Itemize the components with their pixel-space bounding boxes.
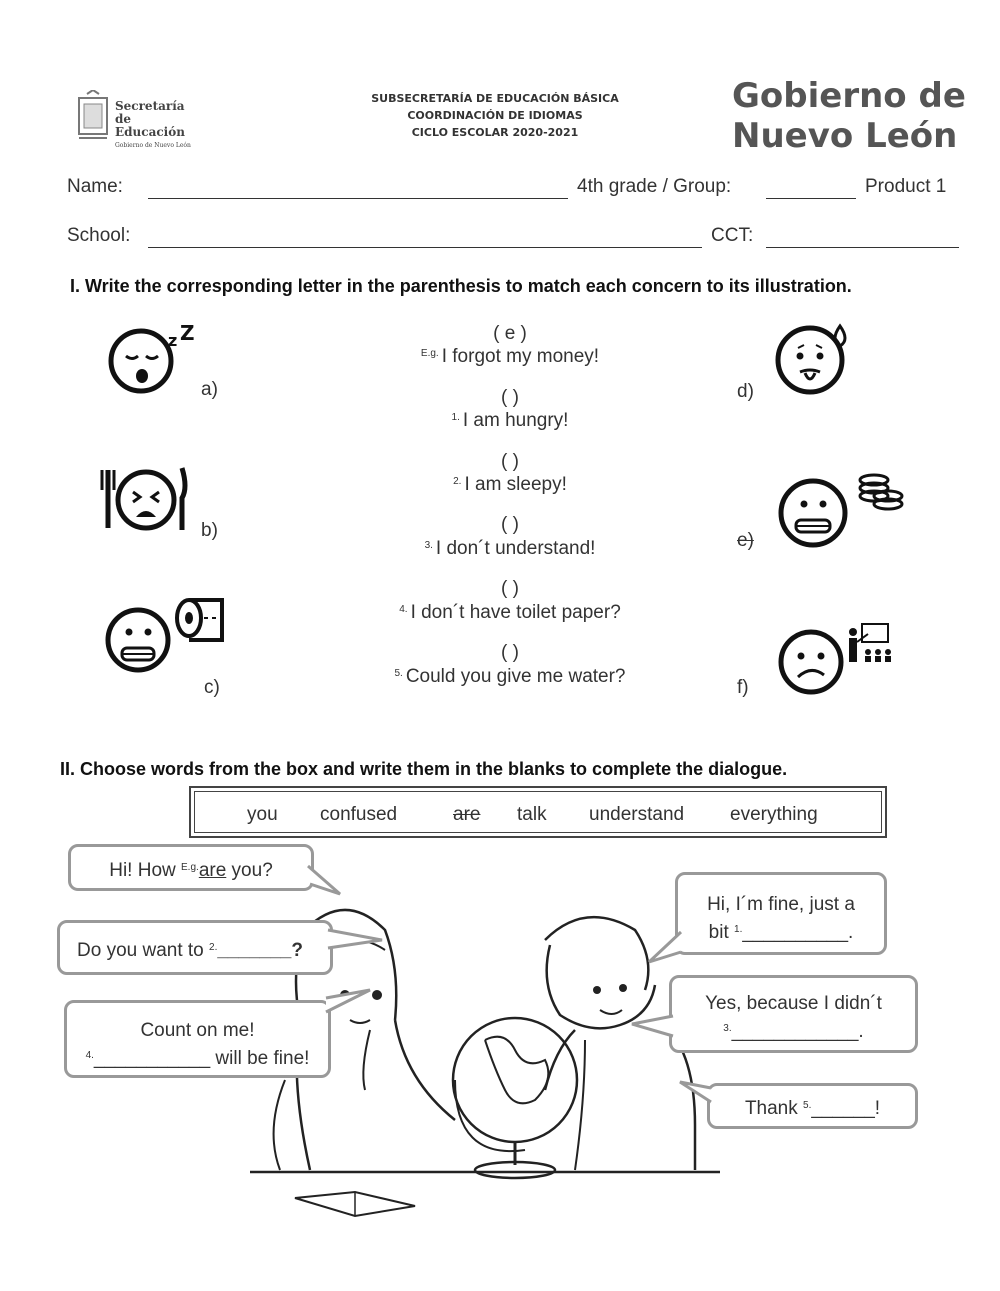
paren-1[interactable]: ( ) xyxy=(501,387,519,408)
letter-c: c) xyxy=(204,677,220,698)
letter-d: d) xyxy=(737,381,754,402)
section1-instruction: I. Write the corresponding letter in the parenthesis to match each concern to its illustration. xyxy=(70,276,852,296)
word-understand: understand xyxy=(589,804,685,825)
b3-post: will be fine! xyxy=(210,1048,310,1069)
item-eg xyxy=(345,346,675,368)
item-num: 1. xyxy=(451,412,460,423)
gobierno-line2: Nuevo León xyxy=(732,116,958,156)
money-face-icon xyxy=(776,470,911,550)
b2-post: ? xyxy=(291,940,303,961)
word-box xyxy=(189,786,887,838)
grade-label: 4th grade / Group: xyxy=(577,176,732,197)
item-text: I don´t have toilet paper? xyxy=(410,602,621,623)
name-line[interactable] xyxy=(148,198,568,199)
bubble-talk xyxy=(57,920,333,975)
b1-num: E.g. xyxy=(181,862,199,873)
svg-text:z: z xyxy=(168,331,178,350)
item-5 xyxy=(345,666,675,688)
b6-num: 5. xyxy=(803,1100,812,1111)
word-confused: confused xyxy=(320,804,398,825)
b3-line1: Count on me! xyxy=(140,1020,255,1041)
word-talk: talk xyxy=(517,804,547,825)
bubble-talk-tail xyxy=(326,926,386,956)
paren-eg[interactable]: ( e ) xyxy=(493,323,527,344)
bubble-understand-tail xyxy=(630,1012,675,1042)
bubble-fine-tail xyxy=(645,926,685,966)
sleepy-face-icon xyxy=(106,318,201,403)
product-label: Product 1 xyxy=(865,176,947,197)
letter-e-text: e) xyxy=(737,530,754,551)
word-everything: everything xyxy=(730,804,818,825)
b5-blank[interactable]: ____________. xyxy=(731,1021,864,1042)
bubble-understand xyxy=(669,975,918,1053)
item-num: E.g. xyxy=(420,348,439,359)
b4-line2 xyxy=(678,917,884,945)
letter-f: f) xyxy=(737,677,749,698)
b4-pre: bit xyxy=(708,922,735,943)
gobierno-line1: Gobierno de xyxy=(732,76,966,116)
b2-pre: Do you want to xyxy=(77,940,210,961)
section2-instruction: II. Choose words from the box and write them in the blanks to complete the dialogue. xyxy=(60,759,788,779)
bubble-greeting xyxy=(68,844,314,891)
paren-4[interactable]: ( ) xyxy=(501,578,519,599)
word-you: you xyxy=(247,804,278,825)
b3-line2 xyxy=(67,1043,328,1071)
thirsty-face-icon xyxy=(772,320,857,395)
subsecretaria-line: SUBSECRETARÍA DE EDUCACIÓN BÁSICA xyxy=(371,92,619,105)
hungry-face-icon xyxy=(98,462,193,537)
letter-b: b) xyxy=(201,520,218,541)
item-num: 4. xyxy=(399,604,408,615)
b4-line1: Hi, I´m fine, just a xyxy=(707,894,855,915)
letter-e xyxy=(737,530,754,552)
b2-blank[interactable]: _______ xyxy=(217,940,292,961)
confused-face-icon xyxy=(776,620,901,695)
secretaria-logo xyxy=(75,90,205,149)
svg-text:Z: Z xyxy=(180,321,195,345)
item-num: 3. xyxy=(424,540,433,551)
b4-blank[interactable]: __________. xyxy=(742,922,854,943)
paren-2[interactable]: ( ) xyxy=(501,451,519,472)
b6-pre: Thank xyxy=(744,1098,804,1119)
name-label: Name: xyxy=(67,176,123,197)
bubble-count-on-me xyxy=(64,1000,331,1078)
cct-label: CCT: xyxy=(711,225,754,246)
item-text: Could you give me water? xyxy=(405,666,626,687)
logo-line1: Secretaría xyxy=(115,99,185,113)
b5-line1: Yes, because I didn´t xyxy=(705,993,882,1014)
b3-num: 4. xyxy=(85,1050,94,1061)
bubble-thank-tail xyxy=(678,1080,713,1110)
item-4 xyxy=(345,602,675,624)
bubble-fine xyxy=(675,872,887,955)
b1-post: you? xyxy=(226,860,273,881)
b2-num: 2. xyxy=(209,942,218,953)
bubble-greeting-tail xyxy=(306,860,346,900)
cct-line[interactable] xyxy=(766,247,959,248)
item-1 xyxy=(345,410,675,432)
paren-3[interactable]: ( ) xyxy=(501,514,519,535)
logo-line2: de Educación xyxy=(115,112,185,139)
b5-num: 3. xyxy=(723,1023,732,1034)
ciclo-line: CICLO ESCOLAR 2020-2021 xyxy=(411,126,579,139)
item-text: I don´t understand! xyxy=(435,538,596,559)
toilet-paper-face-icon xyxy=(104,596,229,676)
b3-blank[interactable]: ___________ xyxy=(93,1048,211,1069)
coordinacion-line: COORDINACIÓN DE IDIOMAS xyxy=(407,109,583,122)
item-num: 2. xyxy=(453,476,462,487)
header-center xyxy=(330,90,660,141)
b6-blank[interactable]: ______! xyxy=(811,1098,881,1119)
item-text: I forgot my money! xyxy=(441,346,600,367)
coat-of-arms-icon xyxy=(75,90,111,142)
bubble-count-tail xyxy=(324,988,374,1018)
school-line[interactable] xyxy=(148,247,702,248)
item-2 xyxy=(345,474,675,496)
item-3 xyxy=(345,538,675,560)
letter-a: a) xyxy=(201,379,218,400)
group-line[interactable] xyxy=(766,198,856,199)
word-are: are xyxy=(453,804,481,825)
b5-line2 xyxy=(672,1016,915,1044)
item-num: 5. xyxy=(394,668,403,679)
logo-small: Gobierno de Nuevo León xyxy=(115,142,191,149)
gobierno-title xyxy=(732,76,966,156)
b4-num: 1. xyxy=(734,924,743,935)
b1-word: are xyxy=(198,860,227,881)
bubble-thank xyxy=(707,1083,918,1129)
b1-pre: Hi! How xyxy=(109,860,182,881)
school-label: School: xyxy=(67,225,131,246)
item-text: I am hungry! xyxy=(462,410,569,431)
item-text: I am sleepy! xyxy=(464,474,567,495)
paren-5[interactable]: ( ) xyxy=(501,642,519,663)
